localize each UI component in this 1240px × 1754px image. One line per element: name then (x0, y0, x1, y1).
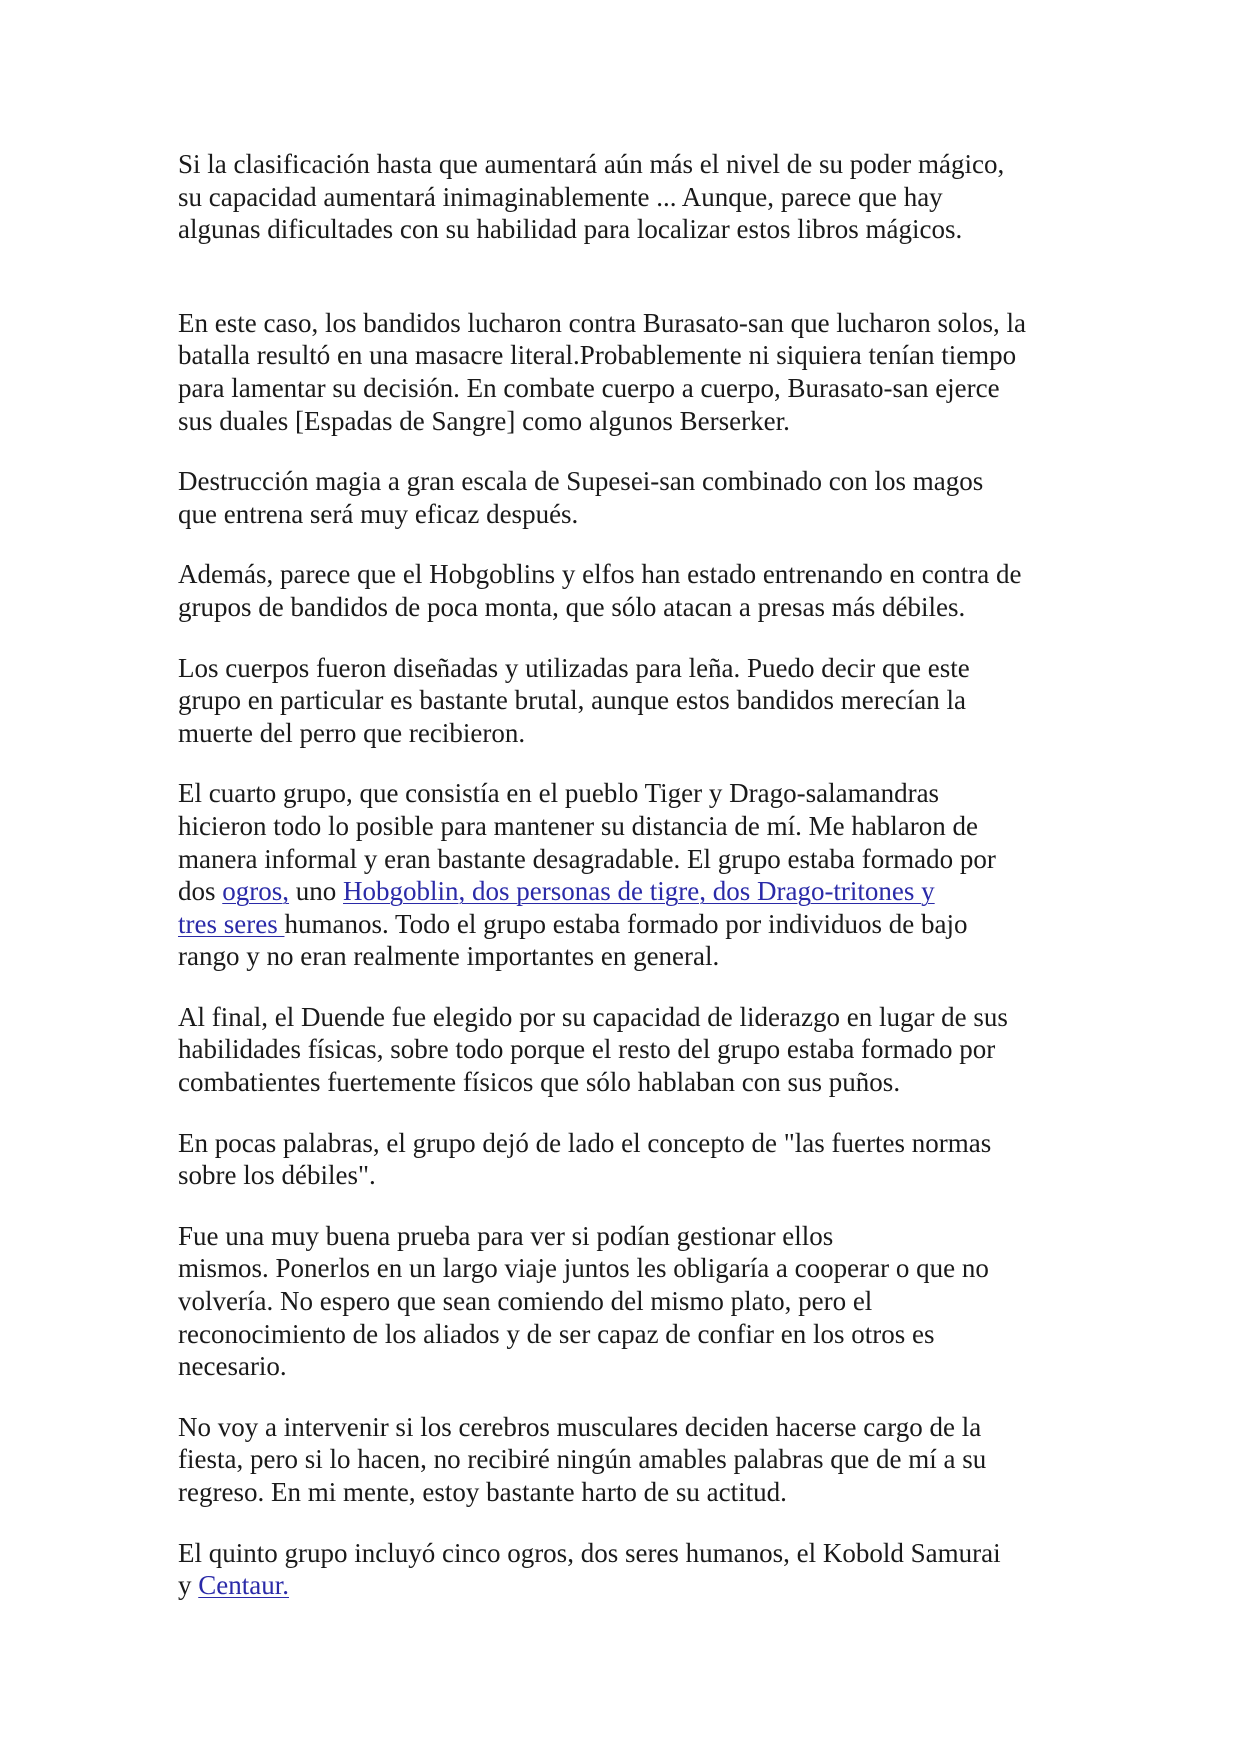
text-line: batalla resultó en una masacre literal.Probablemente ni siquiera tenían tiempo (178, 340, 1017, 371)
text-line: Al final, el Duende fue elegido por su capacidad de liderazgo en lugar de sus (178, 1001, 1008, 1032)
text-line: Si la clasificación hasta que aumentará aún más el nivel de su poder mágico, (178, 149, 1005, 179)
text-line: mismos. Ponerlos en un largo viaje juntos les obligaría a cooperar o que no (178, 1253, 989, 1284)
text-line: para lamentar su decisión. En combate cuerpo a cuerpo, Burasato-san ejerce (178, 372, 1000, 403)
text-segment: humanos. Todo el grupo estaba formado por individuos de bajo (284, 908, 968, 939)
paragraph-1 (178, 148, 1088, 246)
text-line: regreso. En mi mente, estoy bastante harto de su actitud. (178, 1477, 787, 1507)
text-line: Destrucción magia a gran escala de Supesei-san combinado con los magos (178, 466, 984, 497)
link-ogros[interactable]: ogros, (222, 876, 290, 907)
link-centaur[interactable]: Centaur. (198, 1570, 289, 1601)
link-tres-seres[interactable]: tres seres (178, 908, 285, 939)
paragraph-8 (178, 1127, 1088, 1192)
paragraph-7 (178, 1001, 1088, 1099)
text-line: muerte del perro que recibieron. (178, 717, 526, 748)
paragraph-9 (178, 1220, 1088, 1383)
text-line: El quinto grupo incluyó cinco ogros, dos seres humanos, el Kobold Samurai (178, 1537, 1001, 1568)
text-line: sobre los débiles". (178, 1160, 376, 1191)
paragraph-10 (178, 1411, 1088, 1509)
paragraph-4 (178, 558, 1088, 623)
text-line: grupo en particular es bastante brutal, aunque estos bandidos merecían la (178, 685, 966, 716)
text-line: que entrena será muy eficaz después. (178, 498, 579, 529)
paragraph-5 (178, 652, 1088, 750)
text-line: manera informal y eran bastante desagradable. El grupo estaba formado por (178, 843, 996, 874)
text-line: Además, parece que el Hobgoblins y elfos han estado entrenando en contra de (178, 559, 1022, 590)
text-line: El cuarto grupo, que consistía en el pueblo Tiger y Drago-salamandras (178, 778, 940, 809)
text-line: su capacidad aumentará inimaginablemente ... Aunque, parece que hay (178, 181, 943, 212)
text-segment: uno (289, 876, 344, 907)
link-hobgoblin[interactable]: Hobgoblin, dos personas de tigre, dos Drago-tritones y (343, 876, 935, 907)
text-line: algunas dificultades con su habilidad para localizar estos libros mágicos. (178, 214, 963, 245)
text-segment: dos (178, 876, 223, 907)
text-segment: y (178, 1570, 199, 1601)
text-line: Fue una muy buena prueba para ver si podían gestionar ellos (178, 1220, 834, 1251)
document-page (178, 148, 1088, 1630)
text-line: combatientes fuertemente físicos que sólo hablaban con sus puños. (178, 1067, 901, 1098)
text-line: sus duales [Espadas de Sangre] como algunos Berserker. (178, 405, 790, 436)
text-line: En pocas palabras, el grupo dejó de lado el concepto de "las fuertes normas (178, 1127, 992, 1158)
text-line: Los cuerpos fueron diseñadas y utilizadas para leña. Puedo decir que este (178, 652, 970, 683)
text-line-with-links (178, 1569, 1088, 1602)
text-line: volvería. No espero que sean comiendo del mismo plato, pero el (178, 1286, 873, 1317)
text-line: hicieron todo lo posible para mantener su distancia de mí. Me hablaron de (178, 810, 979, 841)
text-line: rango y no eran realmente importantes en general. (178, 941, 720, 972)
text-line: habilidades físicas, sobre todo porque el resto del grupo estaba formado por (178, 1034, 996, 1065)
text-line: necesario. (178, 1351, 287, 1382)
text-line: reconocimiento de los aliados y de ser capaz de confiar en los otros es (178, 1318, 935, 1349)
paragraph-11 (178, 1537, 1088, 1602)
text-line: No voy a intervenir si los cerebros musculares deciden hacerse cargo de la (178, 1411, 982, 1442)
text-line: En este caso, los bandidos lucharon contra Burasato-san que lucharon solos, la (178, 307, 1027, 338)
paragraph-2 (178, 307, 1088, 437)
text-line: grupos de bandidos de poca monta, que sólo atacan a presas más débiles. (178, 591, 966, 622)
text-line-with-links (178, 908, 1088, 941)
text-line: fiesta, pero si lo hacen, no recibiré ningún amables palabras que de mí a su (178, 1444, 987, 1475)
text-line-with-links (178, 875, 1088, 908)
paragraph-3 (178, 465, 1088, 530)
paragraph-6 (178, 777, 1088, 973)
